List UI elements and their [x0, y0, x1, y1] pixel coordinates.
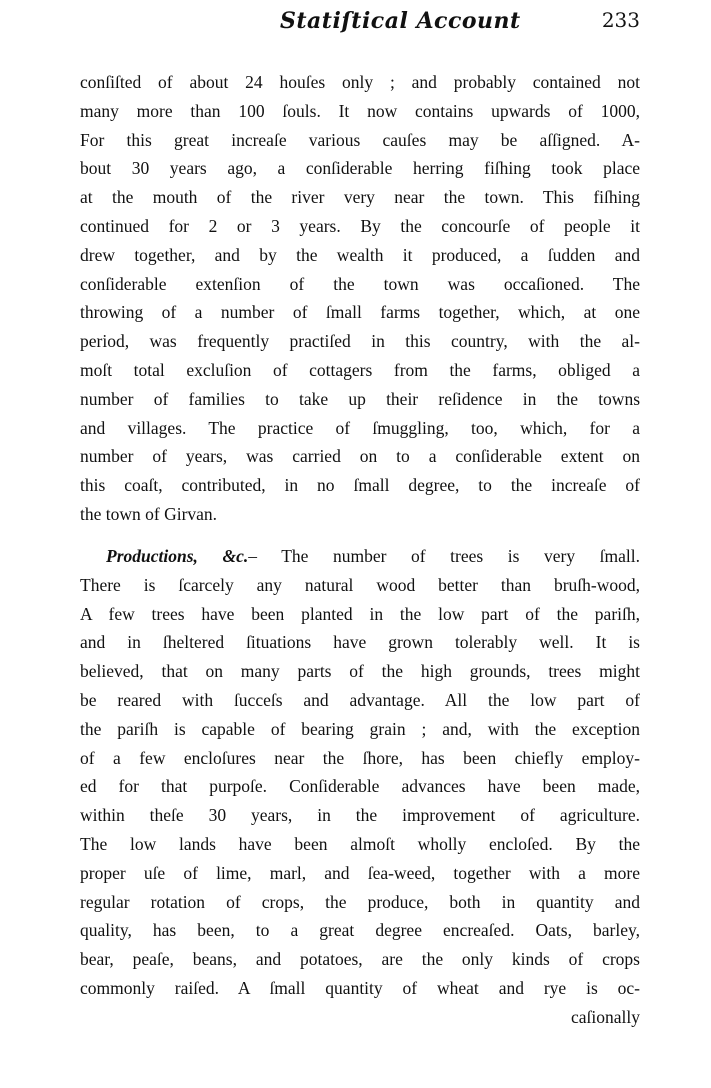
text-line: conſiderable extenſion of the town was occaſioned. The — [80, 273, 640, 294]
text-line: many more than 100 ſouls. It now contains upwards of 1000, — [80, 100, 640, 121]
text-line: proper uſe of lime, marl, and ſea-weed, together with a more — [80, 862, 640, 883]
text-line: drew together, and by the wealth it produced, a ſudden and — [80, 244, 640, 265]
text-line: believed, that on many parts of the high grounds, trees might — [80, 661, 640, 682]
text-line: There is ſcarcely any natural wood better than bruſh-wood, — [80, 574, 640, 595]
section-sidehead: Productions, &c. — [106, 546, 249, 566]
page-number: 233 — [601, 8, 640, 32]
text-line: number of families to take up their reſidence in the towns — [80, 388, 640, 409]
text-line: this coaſt, contributed, in no ſmall degree, to the increaſe of — [80, 475, 640, 496]
text-line: ed for that purpoſe. Conſiderable advances have been made, — [80, 776, 640, 797]
text-line: period, was frequently practiſed in this country, with the al- — [80, 331, 640, 352]
page-header — [80, 8, 640, 48]
text-run: – The number of trees is very ſmall. — [248, 546, 640, 566]
paragraph-population — [80, 68, 640, 529]
text-line: continued for 2 or 3 years. By the concourſe of people it — [80, 215, 640, 236]
text-line: be reared with ſucceſs and advantage. All the low part of — [80, 689, 640, 710]
text-line: and villages. The practice of ſmuggling, too, which, for a — [80, 417, 640, 438]
text-line: For this great increaſe various cauſes may be aſſigned. A- — [80, 129, 640, 150]
text-line: moſt total excluſion of cottagers from the farms, obliged a — [80, 359, 640, 380]
text-line: at the mouth of the river very near the town. This fiſhing — [80, 187, 640, 208]
text-line-first — [80, 542, 640, 571]
text-line: within theſe 30 years, in the improvement of agriculture. — [80, 805, 640, 826]
paragraph-productions — [80, 542, 640, 1032]
text-line: bout 30 years ago, a conſiderable herring fiſhing took place — [80, 158, 640, 179]
text-line: quality, has been, to a great degree encreaſed. Oats, barley, — [80, 920, 640, 941]
catchword: caſionally — [570, 1006, 640, 1027]
text-line: regular rotation of crops, the produce, both in quantity and — [80, 891, 640, 912]
text-line: conſiſted of about 24 houſes only ; and probably contained not — [80, 72, 640, 92]
text-line: and in ſheltered ſituations have grown tolerably well. It is — [80, 632, 640, 653]
text-line: of a few encloſures near the ſhore, has been chiefly employ- — [80, 747, 640, 768]
text-line: the town of Girvan. — [80, 503, 218, 524]
text-line: The low lands have been almoſt wholly encloſed. By the — [80, 833, 640, 854]
running-head: Statiſtical Account — [280, 8, 521, 34]
text-line: commonly raiſed. A ſmall quantity of wheat and rye is oc- — [80, 977, 640, 998]
text-line: throwing of a number of ſmall farms together, which, at one — [80, 302, 640, 323]
text-line: bear, peaſe, beans, and potatoes, are the only kinds of crops — [80, 949, 640, 970]
text-line: number of years, was carried on to a conſiderable extent on — [80, 446, 640, 467]
text-line: A few trees have been planted in the low part of the pariſh, — [80, 603, 640, 624]
text-line: the pariſh is capable of bearing grain ; and, with the exception — [80, 718, 640, 739]
